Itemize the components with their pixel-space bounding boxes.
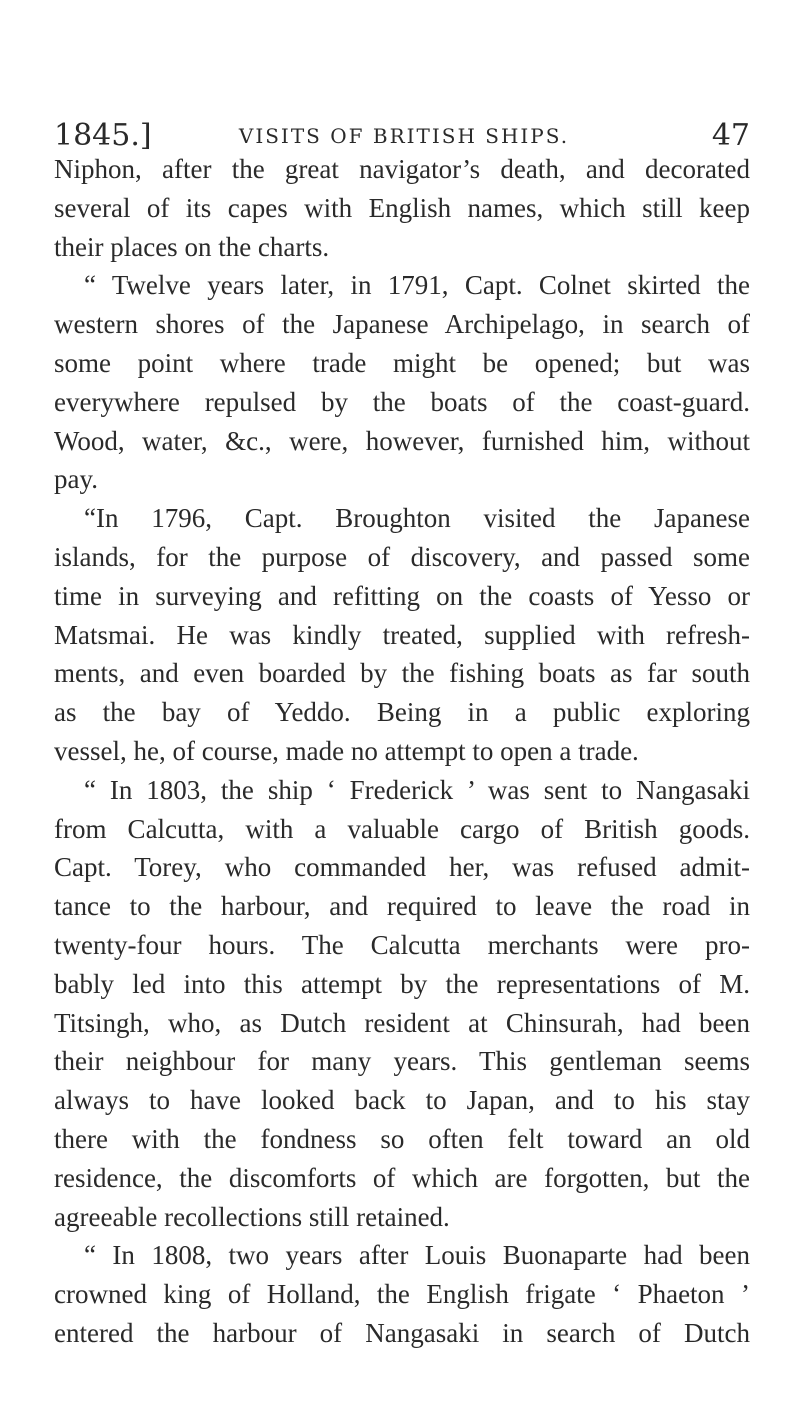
text-line: Capt. Torey, who commanded her, was refused admit- [54, 852, 750, 883]
text-line: tance to the harbour, and required to leave the road in [54, 891, 750, 922]
text-line: islands, for the purpose of discovery, and passed some [54, 541, 750, 572]
text-line: everywhere repulsed by the boats of the coast-guard. [54, 386, 750, 417]
text-line: entered the harbour of Nangasaki in search of Dutch [54, 1317, 750, 1348]
text-line: Titsingh, who, as Dutch resident at Chinsurah, had been [54, 1007, 750, 1038]
text-line: vessel, he, of course, made no attempt to open a trade. [54, 735, 639, 766]
text-line: their places on the charts. [54, 231, 330, 262]
text-line: agreeable recollections still retained. [54, 1201, 450, 1232]
text-line: “ In 1808, two years after Louis Buonaparte had been [84, 1240, 750, 1271]
text-line: “ Twelve years later, in 1791, Capt. Colnet skirted the [84, 270, 750, 301]
text-line: as the bay of Yeddo. Being in a public exploring [54, 697, 750, 728]
text-line: western shores of the Japanese Archipelago, in search of [54, 309, 750, 340]
text-line: “In 1796, Capt. Broughton visited the Japanese [84, 503, 750, 534]
text-line: “ In 1803, the ship ‘ Frederick ’ was sent to Nangasaki [84, 774, 750, 805]
text-line: some point where trade might be opened; but was [54, 347, 750, 378]
text-line: pay. [54, 464, 98, 495]
text-line: residence, the discomforts of which are forgotten, but the [54, 1162, 750, 1193]
text-line: twenty-four hours. The Calcutta merchants were pro- [54, 929, 750, 960]
text-line: always to have looked back to Japan, and to his stay [54, 1085, 750, 1116]
text-line: Niphon, after the great navigator’s death, and decorated [54, 154, 750, 184]
text-line: Matsmai. He was kindly treated, supplied with refresh- [54, 619, 750, 650]
text-line: from Calcutta, with a valuable cargo of British goods. [54, 813, 750, 844]
running-head-year: 1845.] [54, 118, 152, 153]
text-line: time in surveying and refitting on the coasts of Yesso or [54, 580, 750, 611]
text-line: ments, and even boarded by the fishing boats as far south [54, 658, 750, 689]
body-text [54, 150, 750, 1353]
text-line: there with the fondness so often felt toward an old [54, 1123, 750, 1154]
text-line: their neighbour for many years. This gentleman seems [54, 1046, 750, 1077]
text-line: several of its capes with English names, which still keep [54, 192, 750, 223]
text-line: Wood, water, &c., were, however, furnished him, without [54, 425, 750, 456]
running-head-title: VISITS OF BRITISH SHIPS. [238, 124, 570, 148]
text-line: crowned king of Holland, the English frigate ‘ Phaeton ’ [54, 1279, 750, 1310]
page-number: 47 [711, 118, 750, 153]
text-line: bably led into this attempt by the representations of M. [54, 968, 750, 999]
